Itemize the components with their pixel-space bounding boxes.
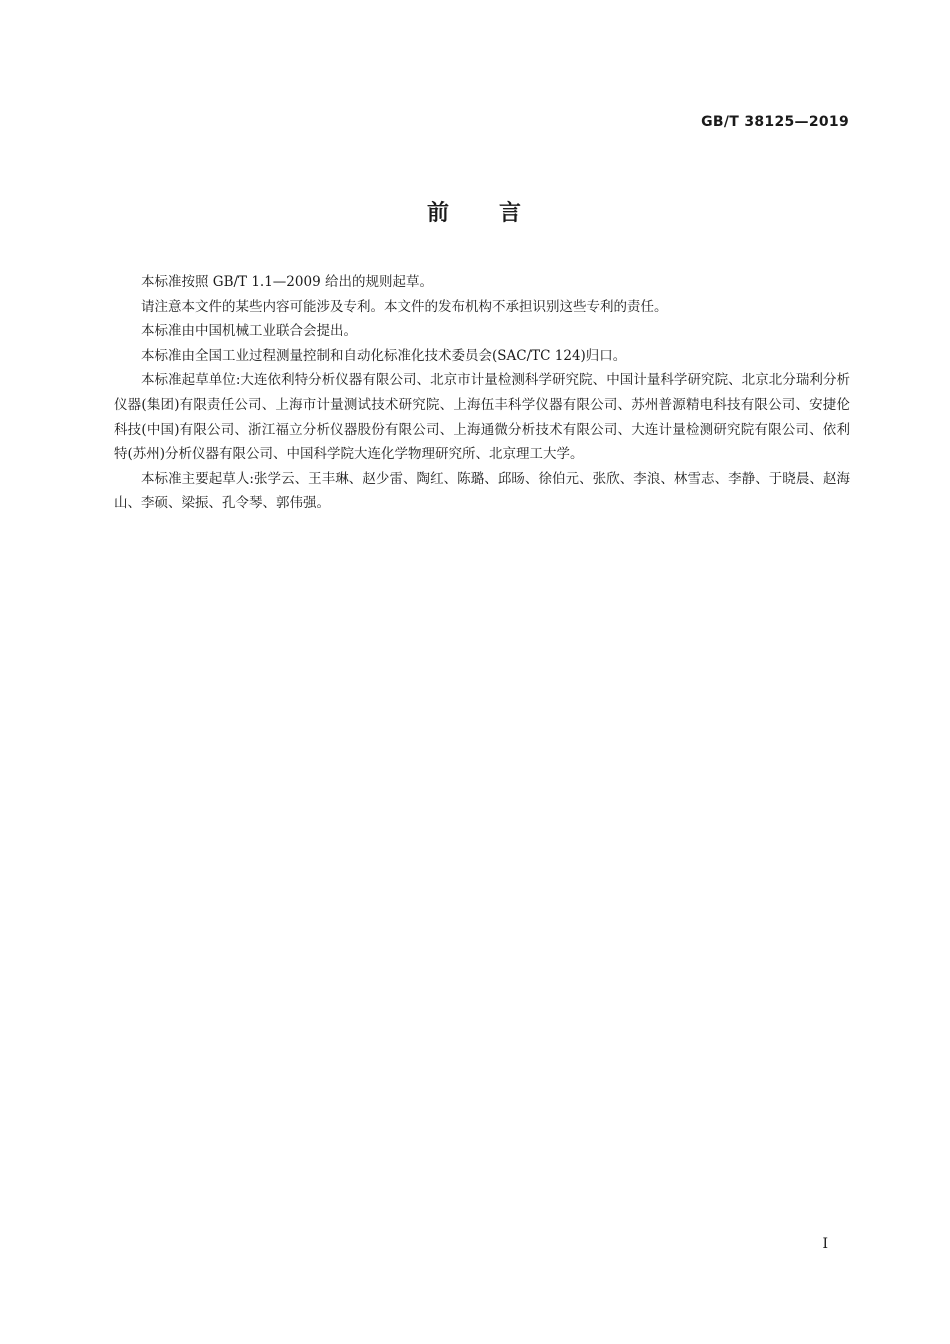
foreword-body (114, 270, 850, 516)
paragraph-drafting-rules: 本标准按照 GB/T 1.1—2009 给出的规则起草。 (141, 274, 433, 290)
page-number: I (822, 1236, 828, 1252)
paragraph-patent-notice: 请注意本文件的某些内容可能涉及专利。本文件的发布机构不承担识别这些专利的责任。 (141, 298, 668, 315)
paragraph-committee: 本标准由全国工业过程测量控制和自动化标准化技术委员会(SAC/TC 124)归口。 (141, 347, 627, 364)
page-title (0, 196, 950, 227)
paragraph-proposer: 本标准由中国机械工业联合会提出。 (141, 323, 357, 340)
paragraph-drafting-units: 本标准起草单位:大连依利特分析仪器有限公司、北京市计量检测科学研究院、中国计量科学研究院、北京北分瑞利分析仪器(集团)有限责任公司、上海市计量测试技术研究院、上海伍丰科学仪器有限公司、苏州普源精电科技有限公司、安捷伦科技(中国)有限公司、浙江福立分析仪器股份有限公司、上海通微分析技术有限公司、大连计量检测研究院有限公司、依利特(苏州)分析仪器有限公司、中国科学院大连化学物理研究所、北京理工大学。 (114, 372, 850, 463)
standard-code: GB/T 38125—2019 (701, 114, 849, 130)
title-char-2: 言 (499, 201, 524, 226)
title-char-1: 前 (426, 201, 451, 226)
paragraph-drafters: 本标准主要起草人:张学云、王丰琳、赵少雷、陶红、陈璐、邱旸、徐伯元、张欣、李浪、林雪志、李静、于晓晨、赵海山、李硕、梁振、孔令琴、郭伟强。 (114, 470, 850, 512)
